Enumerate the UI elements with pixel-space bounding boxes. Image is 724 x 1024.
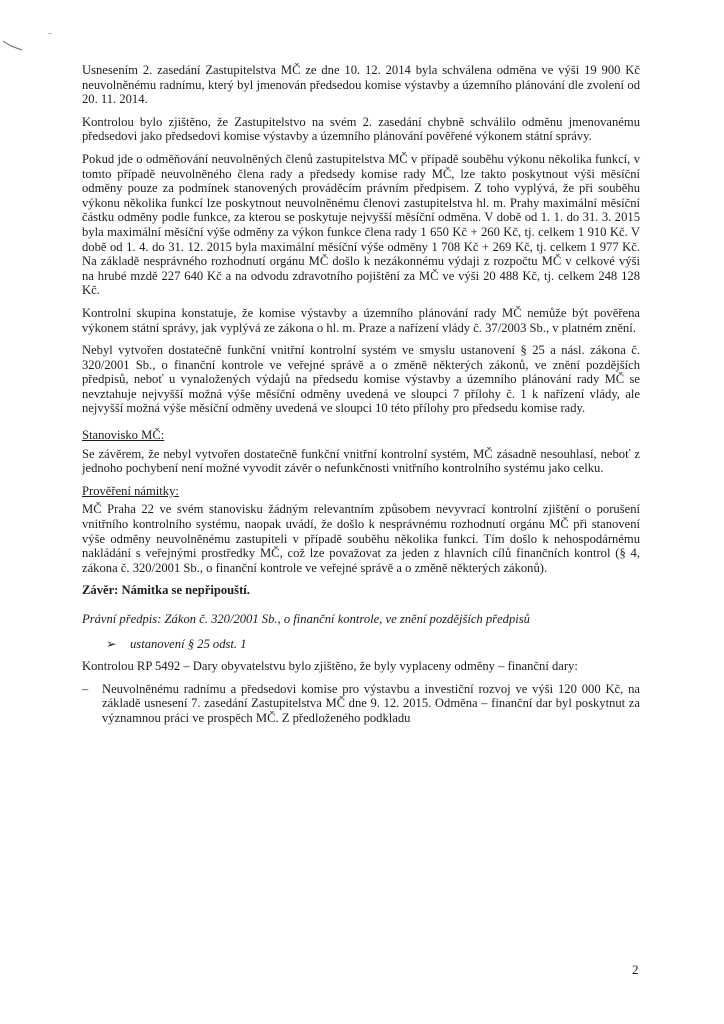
paragraph-gifts: Kontrolou RP 5492 – Dary obyvatelstvu bylo zjištěno, že byly vyplaceny odměny – finanční dary:: [82, 659, 578, 674]
list-item: [82, 682, 640, 726]
legal-regulation: Právní předpis: Zákon č. 320/2001 Sb., o finanční kontrole, ve znění pozdějších předpisů: [82, 612, 530, 626]
scan-speck: [48, 33, 52, 34]
page-number: 2: [632, 962, 639, 977]
bullet-item: [106, 637, 640, 652]
bullet-text: ustanovení § 25 odst. 1: [130, 636, 247, 651]
list-item-text: Neuvolněnému radnímu a předsedovi komise pro výstavbu a investiční rozvoj ve výši 120 000 Kč, na základě usnesení 7. zasedání Zastupitelstva MČ dne 9. 12. 2015. Odměna – finanční dar byl poskytnut za významnou práci ve prospěch MČ. Z předloženého podkladu: [102, 681, 640, 725]
paragraph-remuneration: Pokud jde o odměňování neuvolněných členů zastupitelstva MČ v případě souběhu výkonu několika funkcí, v tomto případě neuvolněného člena rady a předsedy komise rady MČ, lze takto poskytnout výši měsíční odměny pouze za podmínek stanovených prováděcím právním předpisem. Z toho vyplývá, že při souběhu výkonu několika funkcí lze poskytnout neuvolněnému členovi zastupitelstva hl. m. Prahy maximální měsíční částku odměny podle funkce, za kterou se poskytuje nejvyšší měsíční odměna. V době od 1. 1. do 31. 3. 2015 byla maximální měsíční výše odměny za výkon funkce člena rady 1 650 Kč + 260 Kč, tj. celkem 1 910 Kč. V době od 1. 4. do 31. 12. 2015 byla maximální měsíční výše odměny 1 708 Kč + 269 Kč, tj. celkem 1 977 Kč. Na základě nesprávného rozhodnutí orgánu MČ došlo k nezákonnému výdaji z rozpočtu MČ v celkové výši na hrubé mzdě 227 640 Kč a na odvodu zdravotního pojištění za MČ ve výši 20 488 Kč, tj. celkem 248 128 Kč.: [82, 151, 640, 298]
document-body: [82, 63, 640, 726]
conclusion: Závěr: Námitka se nepřipouští.: [82, 583, 250, 598]
paragraph-control-group: Kontrolní skupina konstatuje, že komise výstavby a územního plánování rady MČ nemůže být pověřena výkonem státní správy, jak vyplývá ze zákona o hl. m. Praze a nařízení vlády č. 37/2003 Sb., v platném znění.: [82, 305, 640, 335]
arrow-bullet-icon: ➢: [106, 636, 117, 651]
provereni-heading: Prověření námitky:: [82, 483, 179, 498]
paragraph-finding: Kontrolou bylo zjištěno, že Zastupitelstvo na svém 2. zasedání chybně schválilo odměnu jmenovanému předsedovi jako předsedovi komise výstavby a územního plánování pověřené výkonem státní správy.: [82, 114, 640, 144]
dash-bullet: –: [82, 681, 89, 696]
paragraph-provereni: MČ Praha 22 ve svém stanovisku žádným relevantním způsobem nevyvrací kontrolní zjištění o porušení vnitřního kontrolního systému, naopak uvádí, že došlo k nesprávnému rozhodnutí orgánu MČ při stanovení výše odměny neuvolněnému zastupiteli v případě souběhu několika funkcí. Tím došlo k nehospodárnému nakládání s veřejnými prostředky MČ, což lze považovat za jeden z hlavních cílů finančních kontrol (§ 4, zákona č. 320/2001 Sb., o finanční kontrole ve veřejné správě a o změně některých zákonů).: [82, 502, 640, 575]
paragraph-internal-control: Nebyl vytvořen dostatečně funkční vnitřní kontrolní systém ve smyslu ustanovení § 25 a násl. zákona č. 320/2001 Sb., o finanční kontrole ve veřejné správě a o změně některých zákonů, ve znění pozdějších předpisů, neboť u vynaložených výdajů na předsedu komise výstavby a územního plánování rady MČ se nevztahuje nejvyšší možná výše měsíční odměny uvedená ve sloupci 7 přílohy č. 1 k nařízení vlády, ale nejvyšší možná výše měsíční odměny uvedená ve sloupci 10 této přílohy pro předsedu komise rady.: [82, 343, 640, 416]
paragraph-stanovisko: Se závěrem, že nebyl vytvořen dostatečně funkční vnitřní kontrolní systém, MČ zásadně nesouhlasí, neboť z jednoho pochybení není možné vyvodit závěr o nefunkčnosti vnitřního kontrolního systému jako celku.: [82, 446, 640, 476]
stanovisko-heading: Stanovisko MČ:: [82, 428, 165, 443]
scan-mark-icon: [2, 38, 24, 52]
paragraph-resolution: Usnesením 2. zasedání Zastupitelstva MČ ze dne 10. 12. 2014 byla schválena odměna ve výši 19 900 Kč neuvolněnému radnímu, který byl jmenován předsedou komise výstavby a územního plánování dle zvolení od 20. 11. 2014.: [82, 63, 640, 107]
